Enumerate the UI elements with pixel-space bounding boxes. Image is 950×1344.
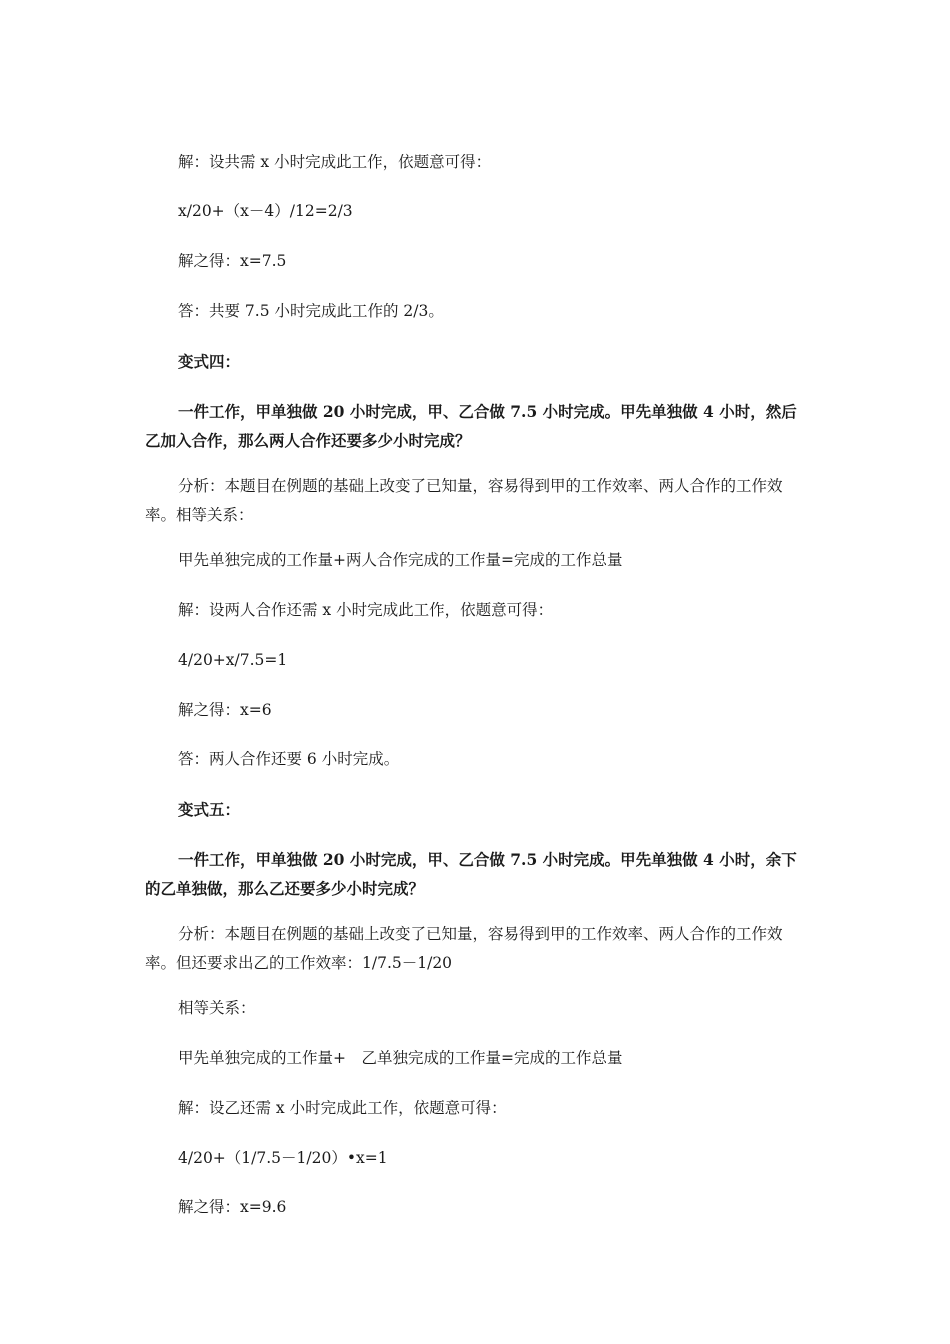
paragraph: 解之得：x=6: [178, 701, 272, 719]
paragraph: 答：两人合作还要 6 小时完成。: [178, 750, 400, 768]
paragraph: 解：设两人合作还需 x 小时完成此工作，依题意可得：: [178, 601, 554, 619]
paragraph: 解：设乙还需 x 小时完成此工作，依题意可得：: [178, 1099, 507, 1117]
paragraph: 分析：本题目在例题的基础上改变了已知量，容易得到甲的工作效率、两人合作的工作效率。相等关系：: [145, 477, 783, 524]
paragraph: 分析：本题目在例题的基础上改变了已知量，容易得到甲的工作效率、两人合作的工作效率。但还要求出乙的工作效率：1/7.5－1/20: [145, 925, 783, 972]
paragraph: 解之得：x=7.5: [178, 252, 287, 270]
problem-statement: 一件工作，甲单独做 20 小时完成，甲、乙合做 7.5 小时完成。甲先单独做 4 小时，然后乙加入合作，那么两人合作还要多少小时完成？: [145, 402, 797, 450]
paragraph: 4/20+x/7.5=1: [178, 651, 288, 669]
paragraph: x/20+（x－4）/12=2/3: [178, 202, 353, 220]
problem-statement: 一件工作，甲单独做 20 小时完成，甲、乙合做 7.5 小时完成。甲先单独做 4 小时，余下的乙单独做，那么乙还要多少小时完成？: [145, 850, 797, 898]
section-heading: 变式五：: [178, 800, 241, 819]
paragraph: 4/20+（1/7.5－1/20）•x=1: [178, 1149, 388, 1167]
paragraph: 甲先单独完成的工作量+两人合作完成的工作量=完成的工作总量: [178, 551, 623, 569]
paragraph: 解：设共需 x 小时完成此工作，依题意可得：: [178, 153, 492, 171]
paragraph: 答：共要 7.5 小时完成此工作的 2/3。: [178, 302, 444, 320]
paragraph: 甲先单独完成的工作量+ 乙单独完成的工作量=完成的工作总量: [178, 1049, 623, 1067]
paragraph: 解之得：x=9.6: [178, 1198, 287, 1216]
paragraph: 相等关系：: [178, 999, 256, 1017]
section-heading: 变式四：: [178, 352, 241, 371]
